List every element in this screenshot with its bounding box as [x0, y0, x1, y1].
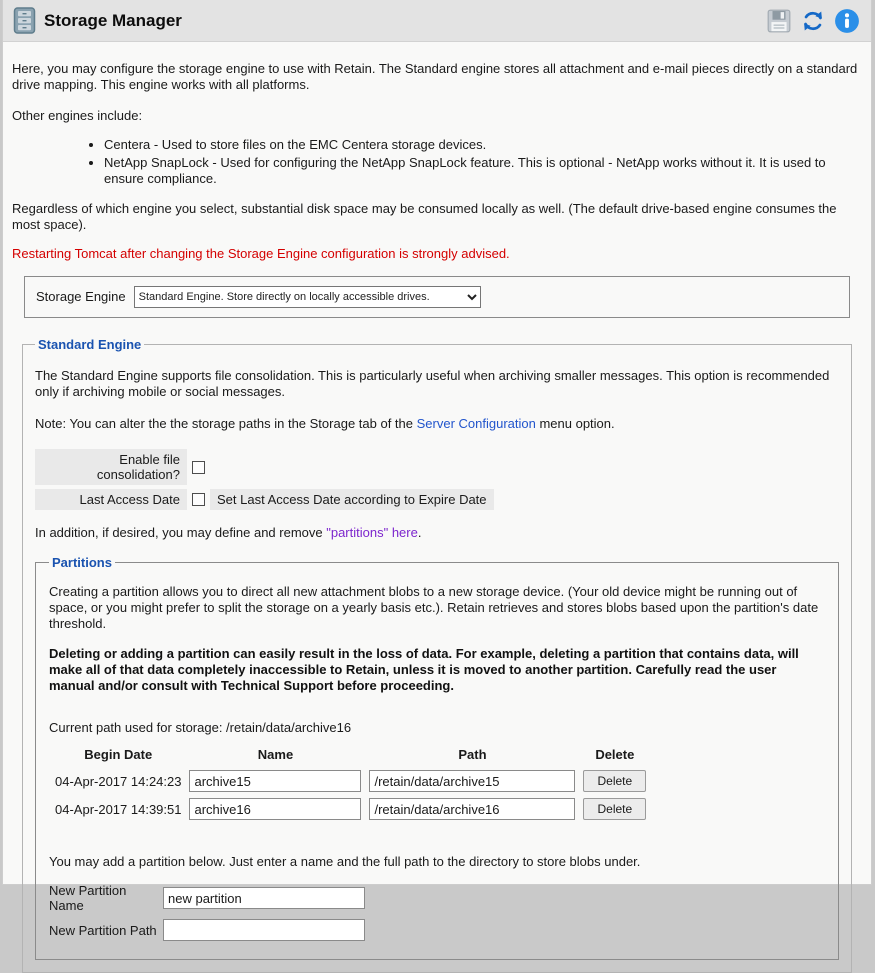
partitions-link[interactable]: "partitions" here	[326, 525, 418, 541]
engine-selector-box	[24, 276, 850, 318]
save-icon	[766, 8, 792, 34]
new-partition-name-input[interactable]	[163, 887, 365, 909]
header-path: Path	[458, 747, 487, 763]
intro-paragraph: Here, you may configure the storage engine to use with Retain. The Standard engine stores all attachment and e-mail pieces directly on a standard drive mapping. This engine works with all platforms.	[12, 61, 858, 92]
partitions-table-header-row	[51, 745, 650, 768]
tomcat-warning: Restarting Tomcat after changing the Storage Engine configuration is strongly advised.	[12, 246, 510, 262]
info-icon	[834, 8, 860, 34]
engine-bullet-list	[12, 137, 862, 188]
begin-date-value: 04-Apr-2017 14:24:23	[55, 773, 182, 789]
consolidation-checkbox[interactable]	[192, 461, 205, 474]
partitions-warning: Deleting or adding a partition can easily result in the loss of data. For example, deleting a partition that contains data, will make all of that data completely inaccessible to Retain, unless it is moved to another partition. Carefully read the user manual and/or consult with Technical Support before proceeding.	[49, 645, 799, 693]
partitions-text-after: .	[417, 525, 422, 541]
new-partition-name-row	[49, 883, 825, 913]
partition-name-input[interactable]	[189, 770, 361, 792]
last-access-row	[35, 489, 839, 510]
page-title: Storage Manager	[44, 10, 182, 30]
content-area	[3, 42, 871, 973]
note-text-after: menu option.	[535, 415, 615, 431]
checkbox-rows	[35, 449, 839, 510]
partitions-fieldset	[35, 555, 839, 960]
storage-manager-page	[2, 0, 872, 938]
consolidation-row	[35, 449, 839, 485]
last-access-label: Last Access Date	[35, 489, 187, 510]
partitions-hint-paragraph	[35, 525, 839, 541]
partition-path-input[interactable]	[369, 770, 575, 792]
standard-engine-fieldset	[22, 337, 852, 973]
bullet-centera: • Centera - Used to store files on the EMC Centera storage devices.	[104, 137, 862, 153]
partition-name-input[interactable]	[189, 798, 361, 820]
disk-space-note: Regardless of which engine you select, substantial disk space may be consumed locally as well. (The default drive-based engine consumes the most space).	[12, 201, 837, 233]
table-row	[51, 768, 650, 796]
new-partition-name-label: New Partition Name	[49, 883, 127, 914]
current-path-line: Current path used for storage: /retain/data/archive16	[49, 719, 352, 735]
header-delete: Delete	[595, 747, 635, 763]
refresh-icon	[800, 8, 826, 34]
save-button[interactable]	[765, 7, 793, 35]
header-begin-date: Begin Date	[84, 747, 153, 763]
server-configuration-link[interactable]: Server Configuration	[416, 415, 536, 431]
bullet-netapp: • NetApp SnapLock - Used for configuring the NetApp SnapLock feature. This is optional - NetApp works without it. It is used to ensure compliance.	[104, 155, 862, 188]
new-partition-path-label: New Partition Path	[49, 922, 157, 938]
consolidation-label: Enable file consolidation?	[35, 449, 187, 485]
partitions-legend: Partitions	[52, 555, 112, 571]
new-partition-form	[49, 883, 825, 941]
other-engines-label: Other engines include:	[12, 107, 143, 123]
delete-partition-button[interactable]: Delete	[583, 770, 646, 792]
engine-select[interactable]	[134, 286, 481, 308]
last-access-checkbox[interactable]	[192, 493, 205, 506]
partitions-text-before: In addition, if desired, you may define and remove	[35, 525, 327, 541]
header-bar	[3, 0, 871, 42]
engine-selector-label: Storage Engine	[36, 289, 126, 305]
consolidation-paragraph: The Standard Engine supports file consolidation. This is particularly useful when archiving smaller messages. This option is recommended only if archiving mobile or social messages.	[35, 367, 830, 399]
partition-path-input[interactable]	[369, 798, 575, 820]
new-partition-path-row	[49, 919, 825, 941]
partitions-intro: Creating a partition allows you to direct all new attachment blobs to a new storage device. (Your old device might be running out of space, or you might prefer to split the storage on a yearly basis etc.). Retain retrieves and stores blobs based upon the partition's date threshold.	[49, 584, 819, 632]
header-name: Name	[257, 747, 294, 763]
table-row	[51, 796, 650, 824]
last-access-description: Set Last Access Date according to Expire Date	[210, 489, 494, 510]
new-partition-path-input[interactable]	[163, 919, 365, 941]
standard-engine-legend: Standard Engine	[38, 336, 142, 352]
partitions-table	[51, 745, 650, 824]
storage-cabinet-icon	[13, 7, 36, 34]
add-partition-hint: You may add a partition below. Just enter a name and the full path to the directory to store blobs under.	[49, 854, 641, 870]
note-paragraph	[35, 416, 839, 432]
delete-partition-button[interactable]: Delete	[583, 798, 646, 820]
begin-date-value: 04-Apr-2017 14:39:51	[55, 801, 182, 817]
info-button[interactable]	[833, 7, 861, 35]
note-text-before: Note: You can alter the the storage paths in the Storage tab of the	[35, 415, 417, 431]
refresh-button[interactable]	[799, 7, 827, 35]
